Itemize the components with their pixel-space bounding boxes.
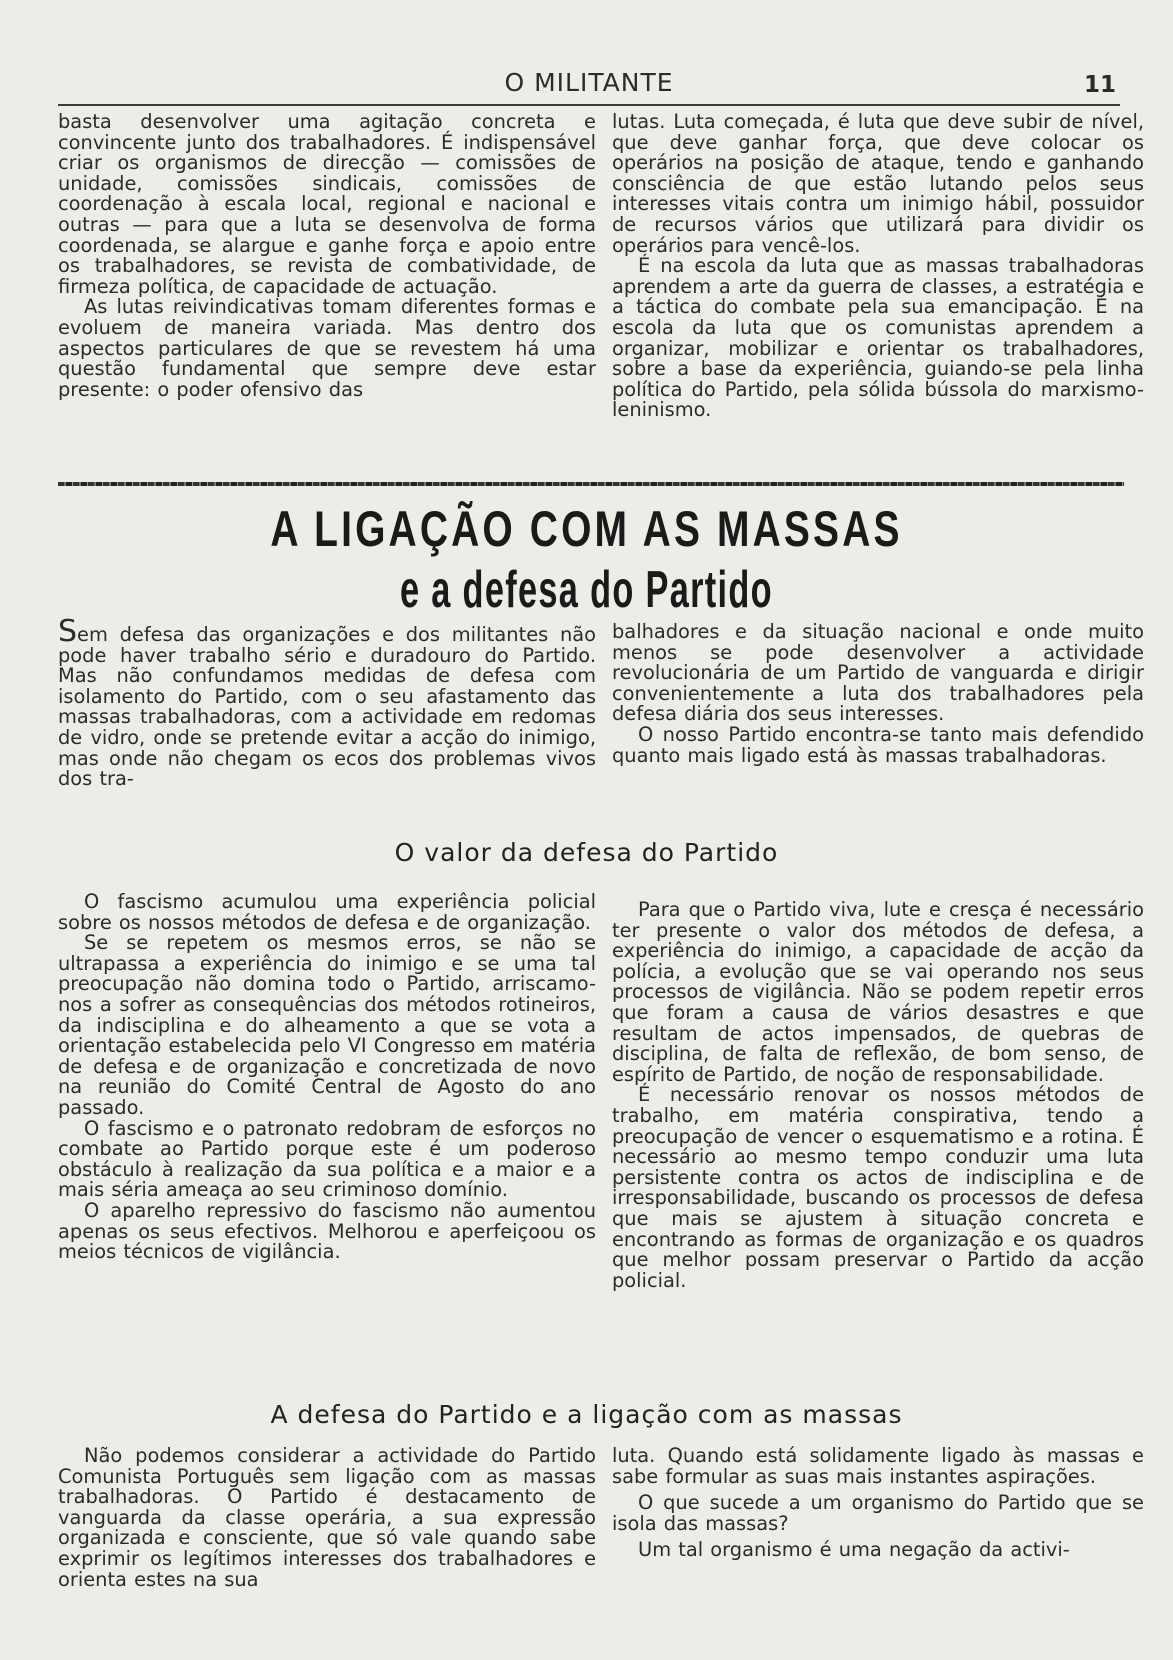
paragraph: As lutas reivindicativas tomam diferentes formas e evoluem de maneira variada. Mas dentro dos aspectos particulares de que se revestem há uma questão fundamental que sempre deve estar presente: o poder ofensivo das	[58, 295, 596, 401]
paragraph: Se se repetem os mesmos erros, se não se ultrapassa a experiência do inimigo e se uma tal preocupação não domina todo o Partido, arriscamo-nos a sofrer as consequências dos métodos rotineiros, da indisciplina e do alheamento a que se vota a orientação estabelecida pelo VI Congresso em matéria de defesa e de organização e concretizada de novo na reunião do Comité Central de Agosto do ano passado.	[58, 931, 597, 1119]
paragraph-text: em defesa das organizações e dos militantes não pode haver trabalho sério e duradouro do Partido. Mas não confundamos medidas de defesa com isolamento do Partido, com o seu afastamento das massas trabalhadoras, com a actividade em redomas de vidro, onde se pretende evitar a acção do inimigo, mas onde não chegam os ecos dos problemas vivos dos tra-	[58, 623, 596, 791]
section2-left-column	[58, 1446, 596, 1590]
intro-left-column	[58, 614, 596, 791]
paragraph	[58, 614, 596, 791]
section-title: A defesa do Partido e a ligação com as massas	[270, 1400, 903, 1429]
section-title: O valor da defesa do Partido	[394, 838, 779, 867]
paragraph: balhadores e da situação nacional e onde muito menos se pode desenvolver a actividade revolucionária de um Partido de vanguarda e dirigir convenientemente a luta dos trabalhadores pela defesa diária dos seus interesses.	[612, 620, 1144, 726]
paragraph: É na escola da luta que as massas trabalhadoras aprendem a arte da guerra de classes, a estratégia e a táctica do combate pela sua emancipação. É na escola da luta que os comunistas aprendem a organizar, mobilizar e orientar os trabalhadores, sobre a base da experiência, guiando-se pela linha política do Partido, pela sólida bússola do marxismo-leninismo.	[612, 254, 1144, 422]
paragraph: Não podemos considerar a actividade do Partido Comunista Português sem ligação com as massas trabalhadoras. O Partido é destacamento de vanguarda da classe operária, a sua expressão organizada e consciente, que só vale quando sabe exprimir os legítimos interesses dos trabalhadores e orienta estes na sua	[58, 1444, 596, 1591]
publication-title: O MILITANTE	[504, 68, 674, 97]
page-header	[58, 66, 1120, 106]
paragraph: basta desenvolver uma agitação concreta e convincente junto dos trabalhadores. É indispensável criar os organismos de direcção — comissões de unidade, comissões sindicais, comissões de coordenação à escala local, regional e nacional e outras — para que a luta se desenvolva de forma coordenada, se alargue e ganhe força e apoio entre os trabalhadores, se revista de combatividade, de firmeza política, de capacidade de actuação.	[58, 110, 596, 298]
intro-right-column	[612, 622, 1144, 766]
paragraph: É necessário renovar os nossos métodos de trabalho, em matéria conspirativa, tendo a preocupação de vencer o esquematismo e a rotina. É necessário ao mesmo tempo conduzir uma luta persistente contra os actos de indisciplina e de irresponsabilidade, buscando os processos de defesa que mais se ajustem à situação concreta e encontrando as formas de organização e os quadros que melhor possam preservar o Partido da acção policial.	[612, 1083, 1144, 1292]
page-number: 11	[1083, 72, 1116, 98]
paragraph: O fascismo acumulou uma experiência policial sobre os nossos métodos de defesa e de organização.	[58, 890, 596, 934]
article-subheadline: e a defesa do Partido	[400, 561, 773, 619]
drop-cap: S	[58, 614, 78, 649]
paragraph: Um tal organismo é uma negação da activi-	[638, 1538, 1070, 1562]
paragraph: O aparelho repressivo do fascismo não aumentou apenas os seus efectivos. Melhorou e aperfeiçoou os meios técnicos de vigilância.	[58, 1198, 596, 1264]
paragraph: luta. Quando está solidamente ligado às massas e sabe formular as suas mais instantes aspirações.	[612, 1444, 1144, 1488]
section1-left-column	[58, 892, 596, 1263]
paragraph: lutas. Luta começada, é luta que deve subir de nível, que deve ganhar força, que deve colocar os operários na posição de ataque, tendo e ganhando consciência de que estão lutando pelos seus interesses vitais contra um inimigo hábil, possuidor de recursos vários que utilizará para dividir os operários para vencê-los.	[612, 110, 1144, 257]
paragraph: O fascismo e o patronato redobram de esforços no combate ao Partido porque este é um poderoso obstáculo à realização da sua política e a maior e a mais séria ameaça ao seu criminoso domínio.	[58, 1116, 596, 1202]
article-headline: A LIGAÇÃO COM AS MASSAS	[270, 501, 903, 557]
section2-right-column	[612, 1446, 1144, 1561]
top-right-column	[612, 112, 1144, 421]
top-left-column	[58, 112, 596, 400]
section-divider	[58, 482, 1124, 486]
paragraph: O que sucede a um organismo do Partido que se isola das massas?	[612, 1491, 1144, 1535]
section1-right-column	[612, 900, 1144, 1291]
paragraph: Para que o Partido viva, lute e cresça é necessário ter presente o valor dos métodos de defesa, a experiência do inimigo, a capacidade de acção da polícia, a evolução que se vai operando nos seus processos de vigilância. Não se podem repetir erros que foram a causa de vários desastres e que resultam de actos impensados, de quebras de disciplina, de falta de reflexão, de bom senso, de espírito de Partido, de noção de responsabilidade.	[612, 898, 1144, 1086]
paragraph: O nosso Partido encontra-se tanto mais defendido quanto mais ligado está às massas trabalhadoras.	[612, 722, 1144, 767]
